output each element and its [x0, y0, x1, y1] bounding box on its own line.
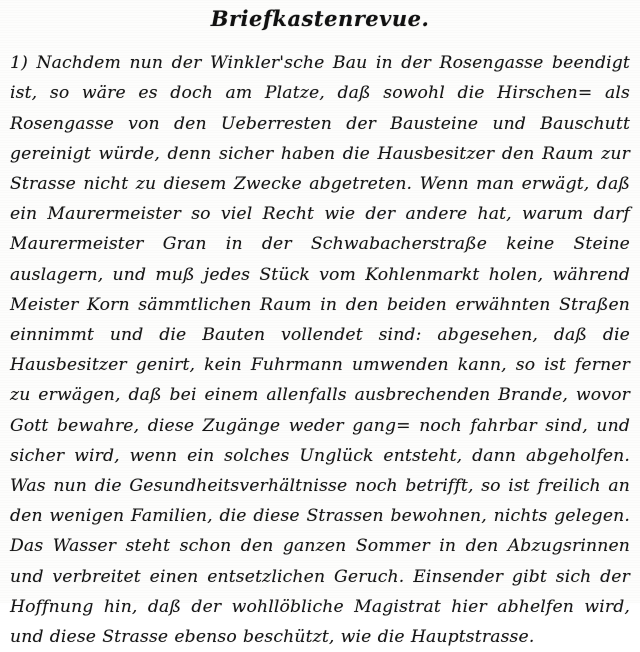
article-paragraph: 1) Nachdem nun der Winkler'sche Bau in der Rosengasse beendigt ist, so wäre es doch am Platze, daß sowohl die Hirschen= als Rosengasse von den Ueberresten der Bausteine und Bauschutt gereinigt würde, denn sicher haben die Hausbesitzer den Raum zur Strasse nicht zu diesem Zwecke abgetreten. Wenn man erwägt, daß ein Maurermeister so viel Recht wie der andere hat, warum darf Maurermeister Gran in der Schwabacherstraße keine Steine auslagern, und muß jedes Stück vom Kohlenmarkt holen, während Meister Korn sämmtlichen Raum in den beiden erwähnten Straßen einnimmt und die Bauten vollendet sind: abgesehen, daß die Hausbesitzer genirt, kein Fuhrmann umwenden kann, so ist ferner zu erwägen, daß bei einem allenfalls ausbrechenden Brande, wovor Gott bewahre, diese Zugänge weder gang= noch fahrbar sind, und sicher wird, wenn ein solches Unglück entsteht, dann abgeholfen. Was nun die Gesundheitsverhältnisse noch betrifft, so ist freilich an den wenigen Familien, die diese Strassen bewohnen, nichts gelegen. Das Wasser steht schon den ganzen Sommer in den Abzugsrinnen und verbreitet einen entsetzlichen Geruch. Einsender gibt sich der Hoffnung hin, daß der wohllöbliche Magistrat hier abhelfen wird, und diese Strasse ebenso beschützt, wie die Hauptstrasse.	[10, 53, 630, 648]
page-title: Briefkastenrevue.	[210, 6, 430, 31]
